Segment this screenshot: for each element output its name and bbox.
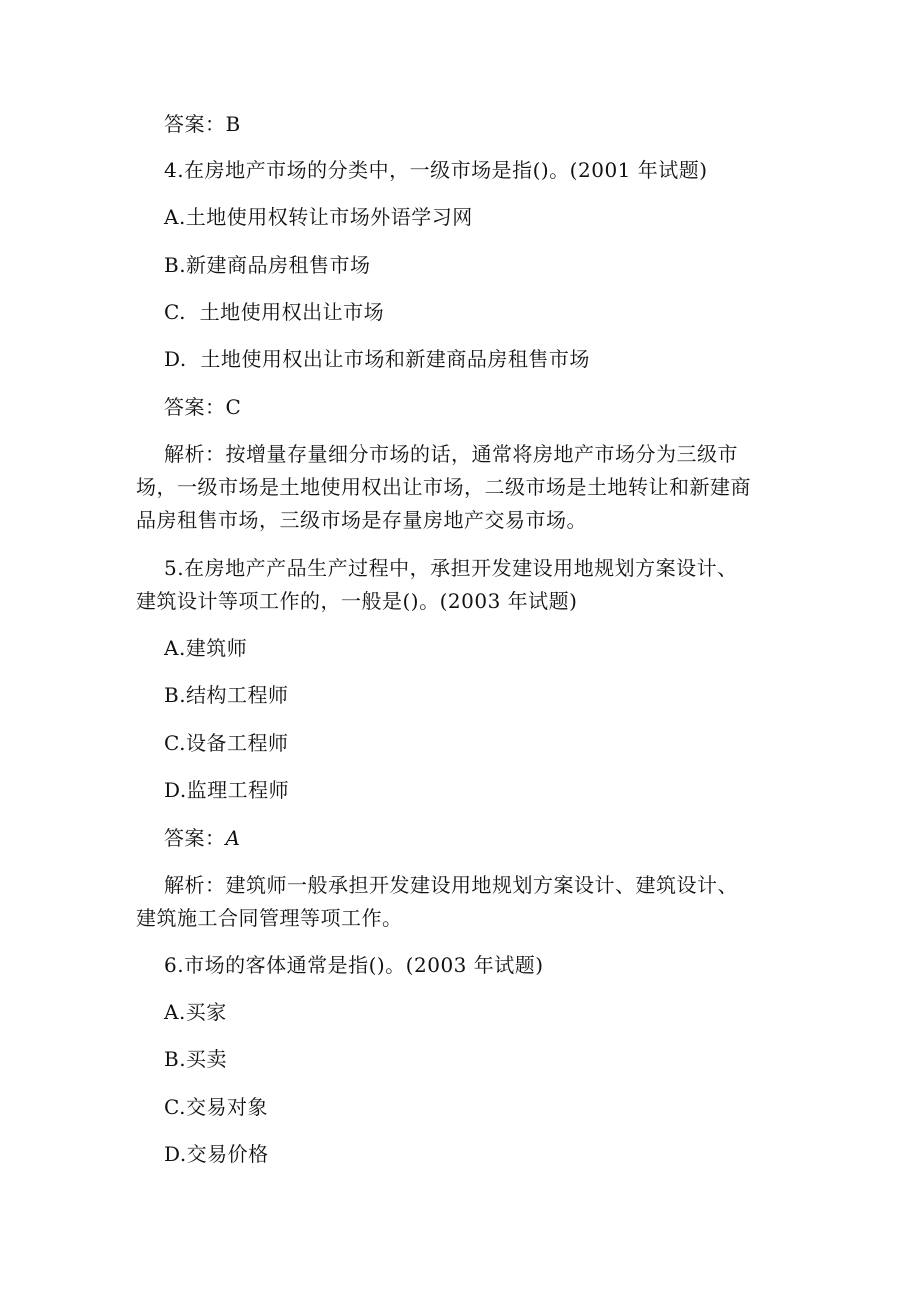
option-b: B.新建商品房租售市场: [164, 253, 371, 277]
answer-line: [164, 826, 240, 850]
answer-line: 答案：B: [164, 112, 241, 136]
question-6: 6.市场的客体通常是指()。(2003 年试题): [164, 953, 544, 977]
explanation-line: 品房租售市场，三级市场是存量房地产交易市场。: [136, 508, 587, 532]
option-d: D.监理工程师: [164, 778, 290, 802]
option-c: C.交易对象: [164, 1095, 268, 1119]
option-d: D.交易价格: [164, 1142, 269, 1166]
option-d: D. 土地使用权出让市场和新建商品房租售市场: [164, 347, 590, 371]
option-a: A.建筑师: [164, 636, 248, 660]
option-c: C.设备工程师: [164, 731, 289, 755]
explanation-line: 解析：按增量存量细分市场的话，通常将房地产市场分为三级市: [164, 442, 738, 466]
explanation-line: 场，一级市场是土地使用权出让市场，二级市场是土地转让和新建商: [136, 475, 751, 499]
explanation-line: 解析：建筑师一般承担开发建设用地规划方案设计、建筑设计、: [164, 873, 738, 897]
option-b: B.买卖: [164, 1047, 228, 1071]
option-a: A.买家: [164, 1000, 227, 1024]
question-4: 4.在房地产市场的分类中，一级市场是指()。(2001 年试题): [164, 158, 708, 182]
question-5-cont: 建筑设计等项工作的，一般是()。(2003 年试题): [136, 589, 578, 613]
answer-line: 答案：C: [164, 395, 242, 419]
answer-value: A: [225, 826, 241, 850]
answer-label: 答案：: [164, 826, 226, 850]
option-a: A.土地使用权转让市场外语学习网: [164, 205, 473, 229]
question-5: 5.在房地产产品生产过程中，承担开发建设用地规划方案设计、: [164, 556, 738, 580]
option-c: C. 土地使用权出让市场: [164, 300, 385, 324]
explanation-line: 建筑施工合同管理等项工作。: [136, 906, 403, 930]
option-b: B.结构工程师: [164, 683, 289, 707]
